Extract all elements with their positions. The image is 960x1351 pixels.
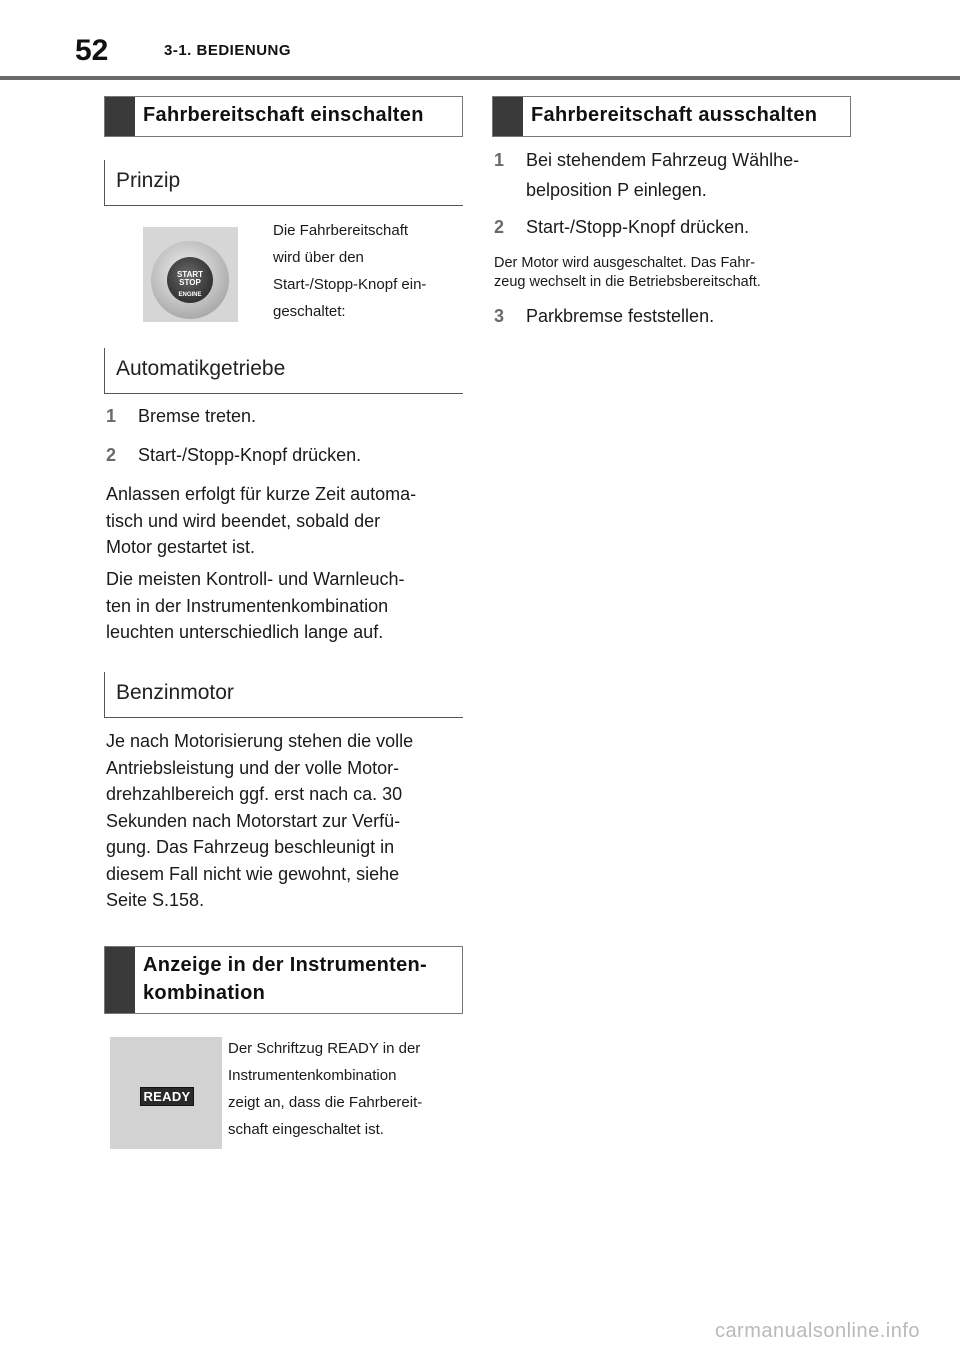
paragraph-line: ten in der Instrumentenkombination [106,595,389,616]
section-heading-title: Fahrbereitschaft einschalten [143,104,424,126]
step-text: Parkbremse feststellen. [526,306,715,326]
caption-line: wird über den [273,249,364,266]
section-heading-bar [493,97,523,136]
section-heading-disengage [492,96,851,137]
note-line: Der Motor wird ausgeschaltet. Das Fahr- [494,255,756,271]
step-item [494,301,854,331]
caption-line: Instrumentenkombination [228,1067,397,1084]
caption-line: schaft eingeschaltet ist. [228,1121,384,1138]
subheading-automatic [104,348,463,394]
subheading-petrol [104,672,463,718]
step-text-line: Bei stehendem Fahrzeug Wählhe- [526,150,800,170]
page-number: 52 [75,34,109,67]
step-number: 2 [106,445,117,465]
paragraph-line: Seite S.158. [106,890,205,910]
caption-line: geschaltet: [273,303,346,320]
title-line: Anzeige in der Instrumenten- [143,954,427,976]
paragraph-line: Sekunden nach Motorstart zur Verfü- [106,810,401,831]
step-number: 3 [494,306,505,326]
step-text [526,145,799,205]
note-engine-off [494,254,854,292]
paragraph-line: gung. Das Fahrzeug beschleunigt in [106,837,395,857]
step-text: Bremse treten. [138,406,257,426]
subheading-label: Automatikgetriebe [116,357,286,380]
chapter-title: 3-1. BEDIENUNG [164,42,292,59]
paragraph-petrol-engine [106,728,466,914]
section-heading-title: Fahrbereitschaft ausschalten [531,104,818,126]
button-label-engine: ENGINE [178,292,202,298]
start-stop-button-icon [143,227,238,322]
button-face [167,257,213,303]
section-heading-title [143,951,454,1007]
paragraph-line: diesem Fall nicht wie gewohnt, siehe [106,863,400,884]
caption-line: Die Fahrbereitschaft [273,222,409,239]
step-number: 2 [494,217,505,237]
caption-line: Start-/Stopp-Knopf ein- [273,276,427,293]
paragraph-line: Motor gestartet ist. [106,537,256,557]
paragraph-line: leuchten unterschiedlich lange auf. [106,622,384,642]
button-ring [151,241,229,319]
section-heading-bar [105,947,135,1013]
ready-indicator-icon [110,1037,222,1149]
subheading-principle [104,160,463,206]
paragraph-line: Antriebsleistung und der volle Motor- [106,757,400,778]
paragraph-line: Anlassen erfolgt für kurze Zeit automa- [106,484,417,504]
step-number: 1 [494,150,505,170]
title-line: kombination [143,982,266,1004]
paragraph-start-behavior [106,481,466,561]
note-line: zeug wechselt in die Betriebsbereitschaft. [494,274,761,290]
caption-line: zeigt an, dass die Fahrbereit- [228,1094,423,1111]
header-divider [0,76,960,80]
step-item [106,401,463,431]
step-item [106,440,463,470]
paragraph-line: Die meisten Kontroll- und Warnleuch- [106,569,405,589]
watermark: carmanualsonline.info [714,1320,920,1342]
section-heading-bar [105,97,135,136]
step-text: Start-/Stopp-Knopf drücken. [138,445,362,465]
ready-badge: READY [140,1087,194,1106]
paragraph-line: Je nach Motorisierung stehen die volle [106,731,414,751]
ready-caption [228,1035,468,1143]
subheading-label: Prinzip [116,169,181,192]
caption-line: Der Schriftzug READY in der [228,1040,421,1057]
step-item [494,212,854,242]
button-label-start: START [176,270,204,279]
step-text-line: belposition P einlegen. [526,180,707,200]
section-heading-instrument-display [104,946,463,1014]
subheading-label: Benzinmotor [116,681,234,704]
step-number: 1 [106,406,117,426]
section-heading-engage [104,96,463,137]
paragraph-line: drehzahlbereich ggf. erst nach ca. 30 [106,784,403,804]
step-text: Start-/Stopp-Knopf drücken. [526,217,750,237]
paragraph-warning-lights [106,566,466,646]
step-item [494,145,854,205]
paragraph-line: tisch und wird beendet, sobald der [106,510,381,531]
principle-caption [273,217,463,325]
button-label-stop: STOP [179,278,201,287]
